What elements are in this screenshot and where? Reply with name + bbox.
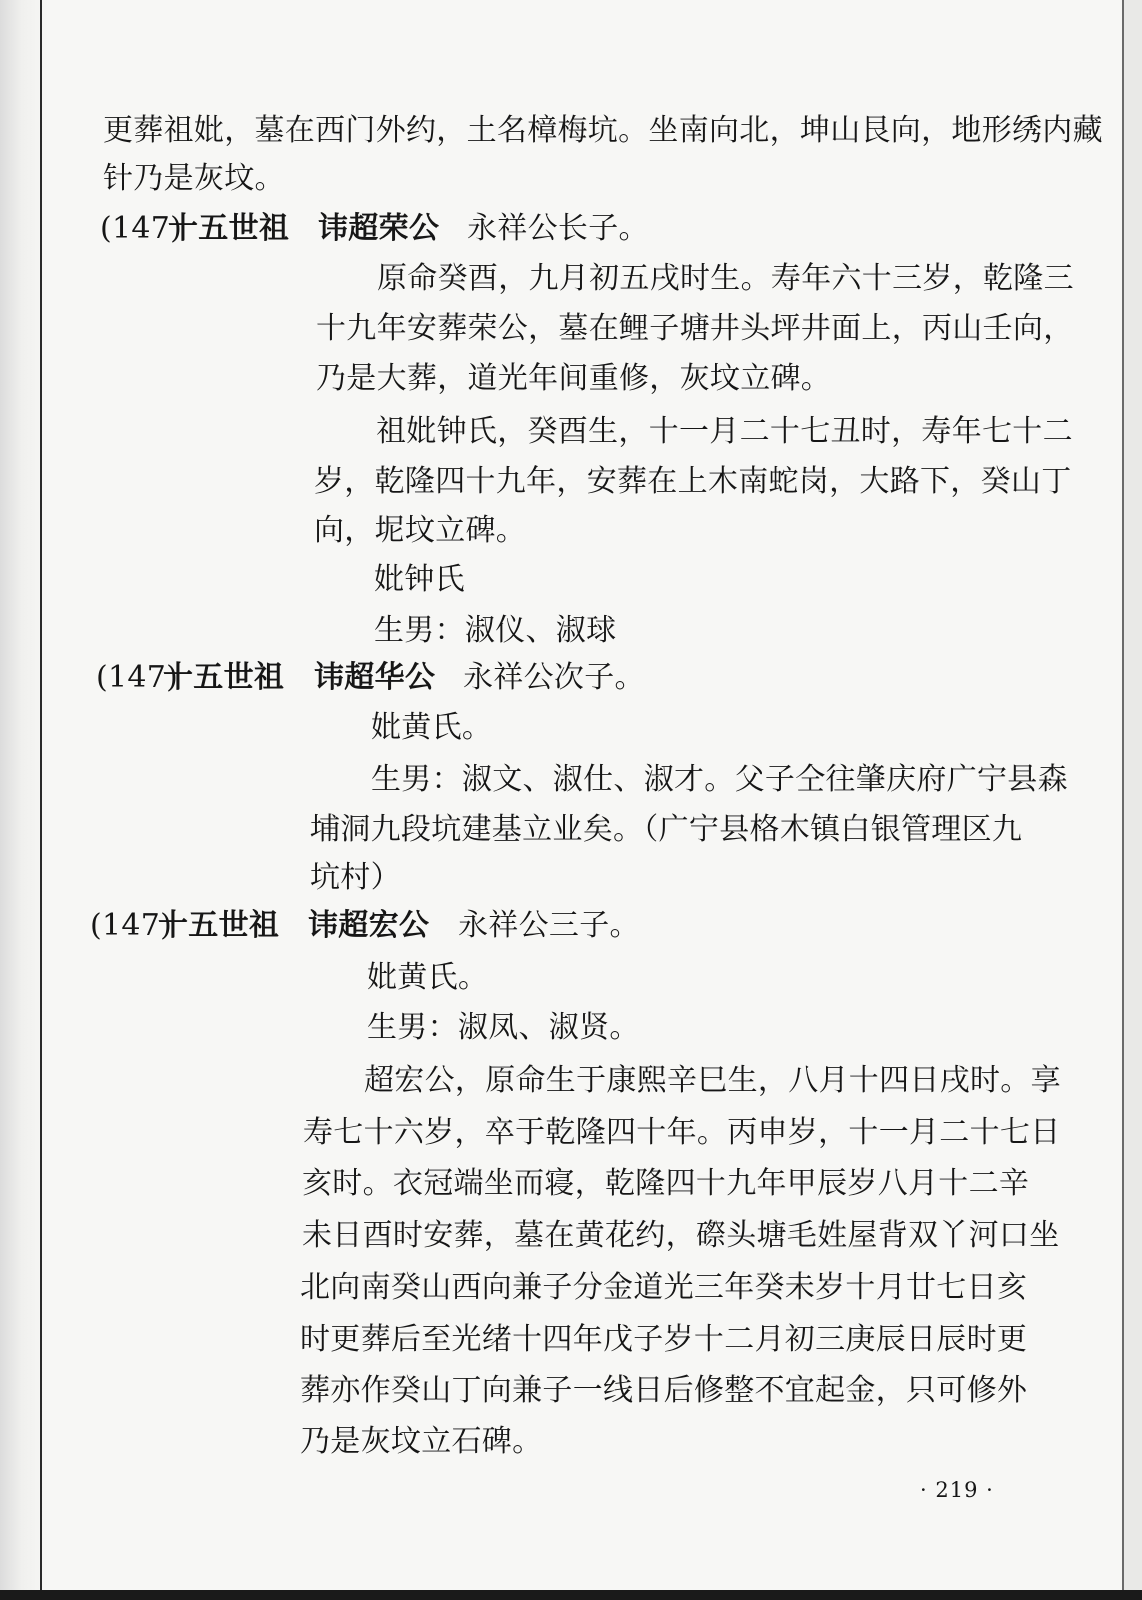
entry-3-line-7: 北向南癸山西向兼子分金道光三年癸未岁十月廿七日亥 xyxy=(300,1270,1028,1305)
entry-1-line-8: 生男：淑仪、淑球 xyxy=(374,613,617,648)
right-margin-strip xyxy=(1124,0,1142,1600)
entry-3-generation: 十五世祖 xyxy=(158,908,280,943)
page-number: · 219 · xyxy=(920,1478,994,1502)
entry-3-line-9: 葬亦作癸山丁向兼子一线日后修整不宜起金，只可修外 xyxy=(300,1373,1028,1408)
entry-1-line-3: 乃是大葬，道光年间重修，灰坟立碑。 xyxy=(316,361,832,396)
entry-1-line-5: 岁，乾隆四十九年，安葬在上木南蛇岗，大路下，癸山丁 xyxy=(314,464,1072,499)
entry-2-generation: 十五世祖 xyxy=(163,660,285,695)
intro-line-1: 更葬祖妣，墓在西门外约，土名樟梅坑。坐南向北，坤山艮向，地形绣内藏 xyxy=(103,113,1103,148)
entry-2-number: (147) xyxy=(96,660,179,695)
entry-1-relation: 永祥公长子。 xyxy=(467,211,649,246)
entry-3-line-3: 超宏公，原命生于康熙辛巳生，八月十四日戌时。享 xyxy=(364,1063,1061,1098)
entry-3-line-4: 寿七十六岁，卒于乾隆四十年。丙申岁，十一月二十七日 xyxy=(303,1115,1061,1150)
entry-3-name: 讳超宏公 xyxy=(308,908,430,943)
entry-3-relation: 永祥公三子。 xyxy=(458,908,640,943)
entry-1-line-6: 向，坭坟立碑。 xyxy=(314,513,527,548)
entry-2-line-2: 生男：淑文、淑仕、淑才。父子仝往肇庆府广宁县森 xyxy=(371,762,1068,797)
entry-2-name: 讳超华公 xyxy=(314,660,436,695)
entry-1-name: 讳超荣公 xyxy=(318,211,440,246)
entry-3-number: (147) xyxy=(90,908,173,943)
entry-3-line-10: 乃是灰坟立石碑。 xyxy=(300,1424,543,1459)
entry-3-line-1: 妣黄氏。 xyxy=(367,960,489,995)
entry-2-line-1: 妣黄氏。 xyxy=(371,710,493,745)
entry-1-generation: 十五世祖 xyxy=(168,211,290,246)
entry-2-line-3: 埔洞九段坑建基立业矣。（广宁县格木镇白银管理区九 xyxy=(310,812,1023,847)
entry-1-line-7: 妣钟氏 xyxy=(374,562,465,597)
entry-1-line-4: 祖妣钟氏，癸酉生，十一月二十七丑时，寿年七十二 xyxy=(376,414,1073,449)
entry-3-line-5: 亥时。衣冠端坐而寝，乾隆四十九年甲辰岁八月十二辛 xyxy=(302,1166,1030,1201)
entry-1-line-2: 十九年安葬荣公，墓在鲤子塘井头坪井面上，丙山壬向， xyxy=(316,311,1074,346)
entry-3-line-6: 未日酉时安葬，墓在黄花约，磜头塘毛姓屋背双丫河口坐 xyxy=(302,1218,1060,1253)
intro-line-2: 针乃是灰坟。 xyxy=(103,161,285,196)
entry-2-line-4: 坑村） xyxy=(310,860,401,895)
entry-2-relation: 永祥公次子。 xyxy=(463,660,645,695)
bottom-edge-band xyxy=(0,1590,1142,1600)
entry-3-line-2: 生男：淑凤、淑贤。 xyxy=(367,1010,640,1045)
entry-3-line-8: 时更葬后至光绪十四年戊子岁十二月初三庚辰日辰时更 xyxy=(300,1322,1028,1357)
gutter-edge-line xyxy=(40,0,42,1600)
entry-1-line-1: 原命癸酉，九月初五戌时生。寿年六十三岁，乾隆三 xyxy=(377,261,1074,296)
entry-1-number: (147) xyxy=(100,211,183,246)
